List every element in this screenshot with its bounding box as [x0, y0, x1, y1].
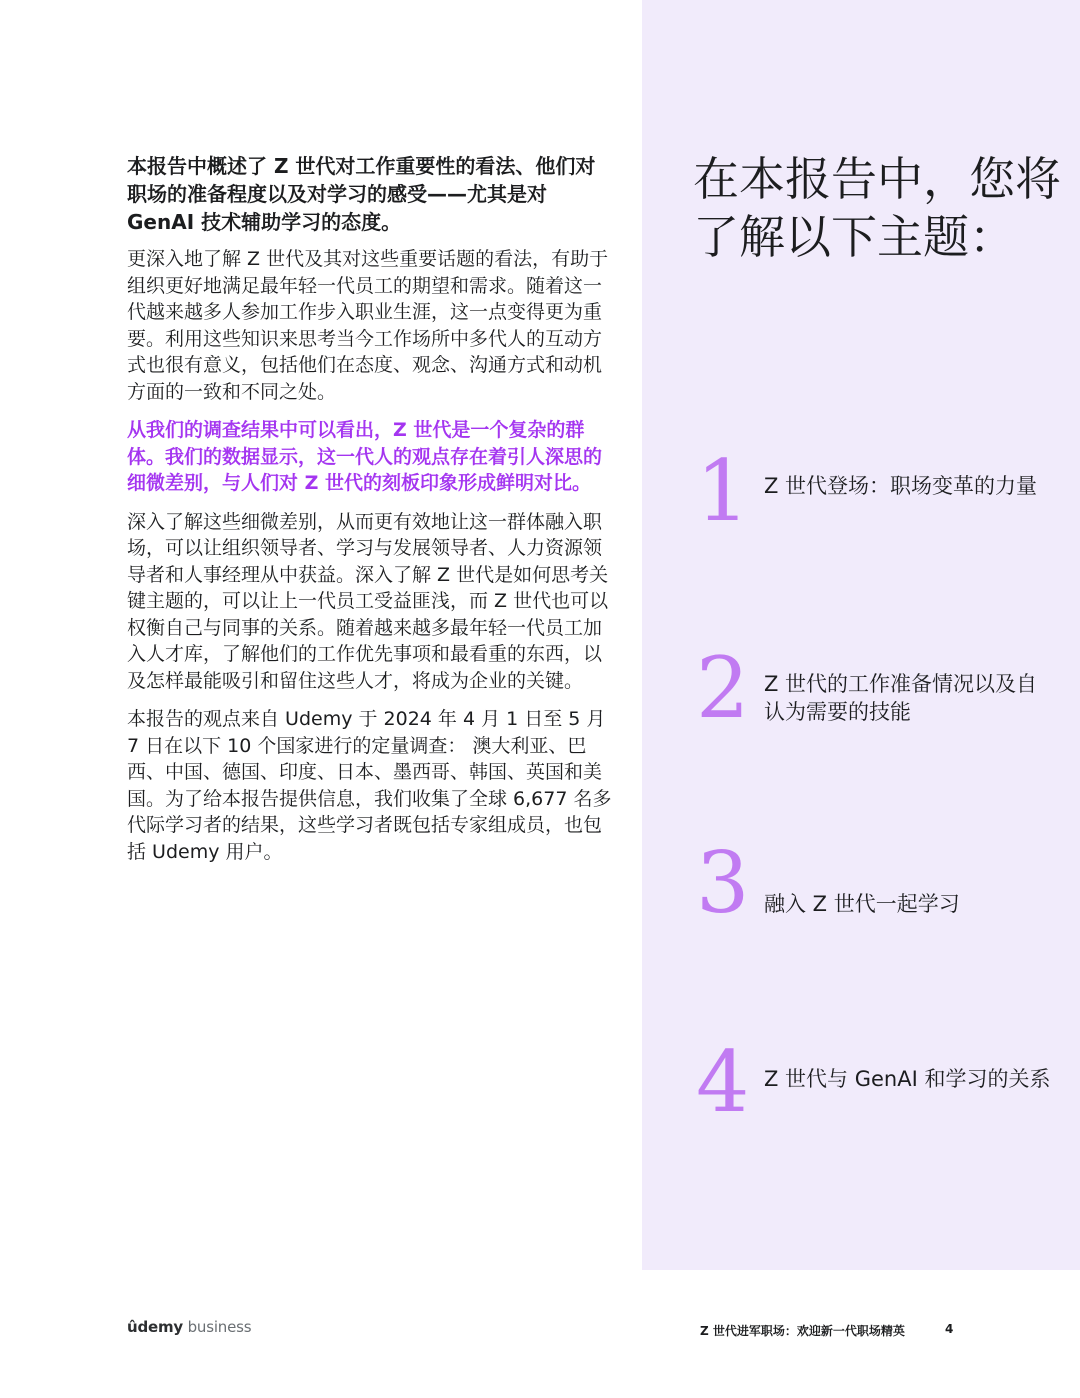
topic-number: 1 [696, 442, 750, 540]
topic-item-3 [696, 834, 1056, 932]
topic-label: Z 世代登场：职场变革的力量 [764, 474, 1038, 498]
topic-label: Z 世代与 GenAI 和学习的关系 [764, 1067, 1051, 1091]
topic-item-4 [696, 1033, 1056, 1131]
highlight-paragraph: 从我们的调查结果中可以看出，Z 世代是一个复杂的群体。我们的数据显示，这一代人的观点存在着引人深思的细微差别，与人们对 Z 世代的刻板印象形成鲜明对比。 [127, 419, 603, 494]
udemy-business-logo [127, 1318, 251, 1336]
page-number: 4 [945, 1322, 954, 1336]
topic-label: Z 世代的工作准备情况以及自认为需要的技能 [764, 672, 1038, 724]
body-paragraph-3: 深入了解这些细微差别，从而更有效地让这一群体融入职场，可以让组织领导者、学习与发展领导者、人力资源领导者和人事经理从中获益。深入了解 Z 世代是如何思考关键主题的，可以让上一代员工受益匪浅，而 Z 世代也可以权衡自己与同事的关系。随着越来越多最年轻一代员工加入人才库，了解他们的工作优先事项和最看重的东西，以及怎样最能吸引和留住这些人才，将成为企业的关键。 [127, 510, 609, 692]
logo-brand: ûdemy [127, 1318, 183, 1336]
body-paragraph-1: 更深入地了解 Z 世代及其对这些重要话题的看法，有助于组织更好地满足最年轻一代员工的期望和需求。随着这一代越来越多人参加工作步入职业生涯，这一点变得更为重要。利用这些知识来思考当今工作场所中多代人的互动方式也很有意义，包括他们在态度、观念、沟通方式和动机方面的一致和不同之处。 [127, 248, 609, 403]
main-column [127, 152, 612, 877]
lead-paragraph: 本报告中概述了 Z 世代对工作重要性的看法、他们对职场的准备程度以及对学习的感受——尤其是对 GenAI 技术辅助学习的态度。 [127, 154, 596, 234]
sidebar-title: 在本报告中，您将了解以下主题： [693, 152, 1061, 264]
logo-sub: business [187, 1318, 252, 1336]
topic-item-1 [696, 442, 1056, 540]
body-paragraph-4: 本报告的观点来自 Udemy 于 2024 年 4 月 1 日至 5 月 7 日在以下 10 个国家进行的定量调查： 澳大利亚、巴西、中国、德国、印度、日本、墨西哥、韩国、英国和美国。为了给本报告提供信息，我们收集了全球 6,677 名多代际学习者的结果，这些学习者既包括专家组成员，也包括 Udemy 用户。 [127, 708, 612, 863]
topic-number: 4 [696, 1033, 750, 1131]
topic-number: 2 [696, 639, 750, 737]
topic-item-2 [696, 639, 1056, 737]
topic-number: 3 [696, 834, 750, 932]
topic-label: 融入 Z 世代一起学习 [764, 892, 960, 916]
footer-title: Z 世代进军职场：欢迎新一代职场精英 [700, 1324, 905, 1338]
